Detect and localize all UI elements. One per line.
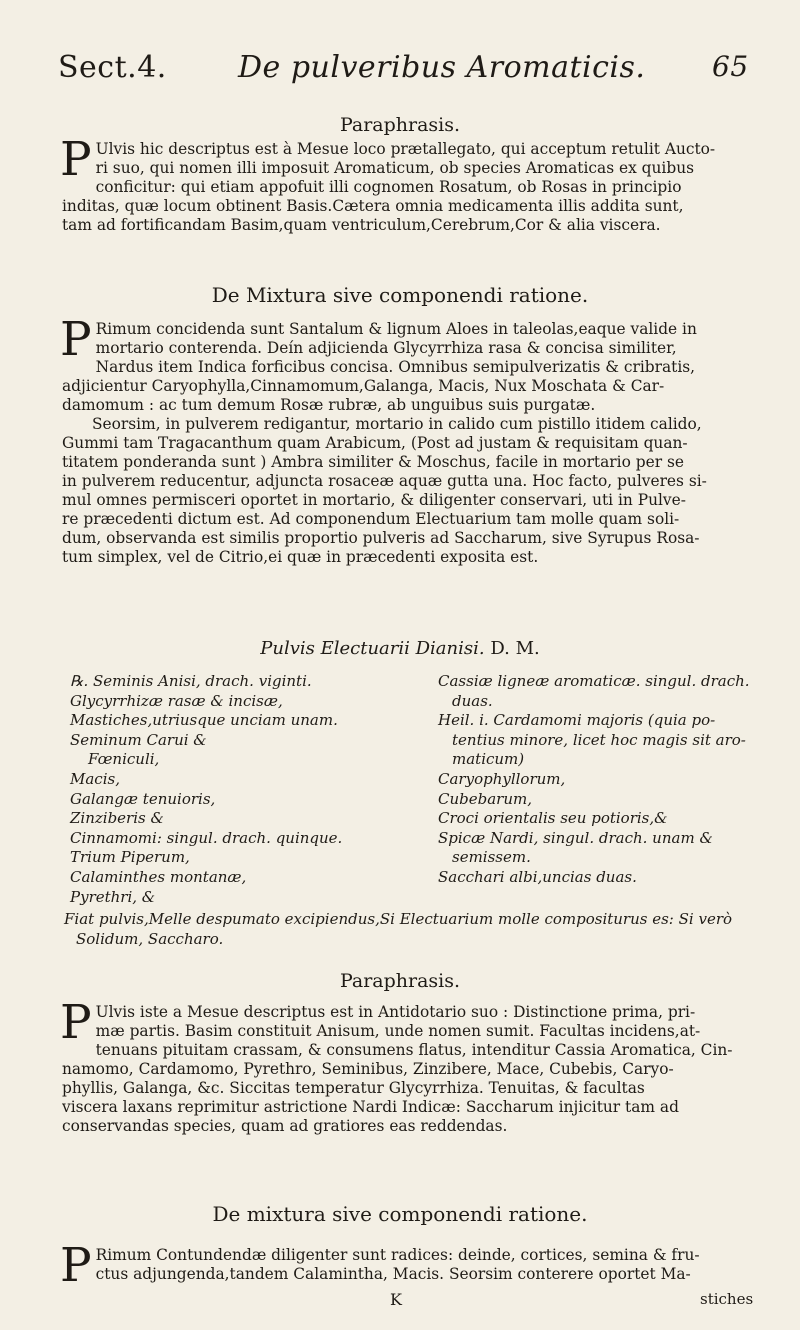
ingredient-line: Zinziberis & [70,809,164,828]
text-line: tam ad fortificandam Basim,quam ventriculum,Cerebrum,Cor & alia viscera. [62,216,661,234]
recipe-title-suffix: D. M. [490,638,540,659]
text-line: inditas, quæ locum obtinent Basis.Cætera omnia medicamenta illis addita sunt, [62,197,684,215]
recipe-ingredients-right [438,672,758,888]
drop-cap: P [60,312,92,367]
text-line: adjicientur Caryophylla,Cinnamomum,Galanga, Macis, Nux Moschata & Car- [62,377,665,395]
running-title: De pulveribus Aromaticis. [238,50,646,85]
ingredient-line: Mastiches,utriusque unciam unam. [70,711,338,730]
text-line: ctus adjungenda,tandem Calamintha, Macis. Seorsim conterere oportet Ma- [95,1265,691,1283]
text-line: ri suo, qui nomen illi imposuit Aromaticum, ob species Aromaticas ex quibus [95,159,695,177]
text-line: Gummi tam Tragacanthum quam Arabicum, (Post ad justam & requisitam quan- [62,434,688,452]
ingredient-line: Croci orientalis seu potioris,& [438,809,668,828]
ingredient-line: Caryophyllorum, [438,769,566,788]
text-line: namomo, Cardamomo, Pyrethro, Seminibus, Zinzibere, Mace, Cubebis, Caryo- [62,1060,674,1078]
text-line: tenuans pituitam crassam, & consumens flatus, intenditur Cassia Aromatica, Cin- [95,1041,733,1059]
text-line: mul omnes permisceri oportet in mortario, & diligenter conservari, uti in Pulve- [62,491,686,509]
ingredient-line: Spicæ Nardi, singul. drach. unam & [438,828,713,847]
drop-cap: P [60,1238,92,1293]
drop-cap: P [60,132,92,187]
text-line: Seorsim, in pulverem redigantur, mortario in calido cum pistillo itidem calido, [92,415,702,433]
mixtura-paragraph-2 [60,1238,742,1293]
text-line: viscera laxans reprimitur astrictione Nardi Indicæ: Saccharum injicitur tam ad [62,1098,679,1116]
recipe-title: Pulvis Electuarii Dianisi. [260,638,485,659]
ingredient-line: Calaminthes montanæ, [70,867,247,886]
paraphrasis-heading-1: Paraphrasis. [339,114,461,136]
catchword: stiches [700,1290,754,1308]
ingredient-line: Cinnamomi: singul. drach. quinque. [70,828,343,847]
paraphrasis-paragraph-2 [60,995,742,1136]
signature-mark: K [390,1290,402,1309]
ingredient-line: tentius minore, licet hoc magis sit aro- [452,730,746,749]
text-line: Nardus item Indica forficibus concisa. Omnibus semipulverizatis & cribratis, [95,358,696,376]
recipe-instructions [64,910,754,949]
mixtura-paragraph-1 [60,312,742,567]
text-line: mæ partis. Basim constituit Anisum, unde nomen sumit. Facultas incidens,at- [95,1022,701,1040]
text-line: in pulverem reducentur, adjuncta rosaceæ aquæ gutta una. Hoc facto, pulveres si- [62,472,707,490]
mixtura-heading-2: De mixtura sive componendi ratione. [212,1202,588,1226]
text-line: phyllis, Galanga, &c. Siccitas temperatur Glycyrrhiza. Tenuitas, & facultas [62,1079,645,1097]
text-line: Ulvis iste a Mesue descriptus est in Antidotario suo : Distinctione prima, pri- [95,1003,696,1021]
paraphrasis-paragraph-1 [60,132,742,235]
ingredient-line: Heil. i. Cardamomi majoris (quia po- [438,711,716,730]
ingredient-line: maticum) [452,750,525,769]
recipe-ingredients-left [70,672,370,907]
ingredient-line: Trium Piperum, [70,848,190,867]
ingredient-line: duas. [452,691,493,710]
text-line: re præcedenti dictum est. Ad componendum Electuarium tam molle quam soli- [62,510,680,528]
ingredient-line: Macis, [70,769,120,788]
ingredient-line: Sacchari albi,uncias duas. [438,867,637,886]
text-line: damomum : ac tum demum Rosæ rubræ, ab unguibus suis purgatæ. [62,396,596,414]
ingredient-line: ℞. Seminis Anisi, drach. viginti. [70,672,312,690]
text-line: conficitur: qui etiam appofuit illi cognomen Rosatum, ob Rosas in principio [95,178,682,196]
drop-cap: P [60,995,92,1050]
text-line: Rimum Contundendæ diligenter sunt radices: deinde, cortices, semina & fru- [95,1246,700,1264]
ingredient-line: Cassiæ ligneæ aromaticæ. singul. drach. [438,672,750,690]
ingredient-line: Cubebarum, [438,789,532,808]
text-line: tum simplex, vel de Citrio,ei quæ in præcedenti exposita est. [62,548,539,566]
text-line: dum, observanda est similis proportio pulveris ad Saccharum, sive Syrupus Rosa- [62,529,700,547]
ingredient-line: Glycyrrhizæ rasæ & incisæ, [70,691,283,710]
text-line: mortario conterenda. Deín adjicienda Glycyrrhiza rasa & concisa similiter, [95,339,677,357]
ingredient-line: Pyrethri, & [70,887,156,906]
text-line: Ulvis hic descriptus est à Mesue loco prætallegato, qui acceptum retulit Aucto- [95,140,716,158]
ingredient-line: Seminum Carui & [70,730,207,749]
ingredient-line: Galangæ tenuioris, [70,789,216,808]
text-line: Rimum concidenda sunt Santalum & lignum Aloes in taleolas,eaque valide in [95,320,697,338]
ingredient-line: Fœniculi, [88,750,160,769]
instruction-line: Solidum, Saccharo. [76,929,224,948]
mixtura-heading-1: De Mixtura sive componendi ratione. [211,283,589,307]
text-line: titatem ponderanda sunt ) Ambra similiter & Moschus, facile in mortario per se [62,453,684,471]
paraphrasis-heading-2: Paraphrasis. [339,970,461,992]
recipe-title-block [0,638,800,659]
text-line: conservandas species, quam ad gratiores eas reddendas. [62,1117,508,1135]
instruction-line: Fiat pulvis,Melle despumato excipiendus,Si Electuarium molle compositurus es: Si verò [64,910,733,928]
page-number: 65 [712,50,749,83]
section-number: Sect.4. [58,50,167,85]
ingredient-line: semissem. [452,848,531,867]
